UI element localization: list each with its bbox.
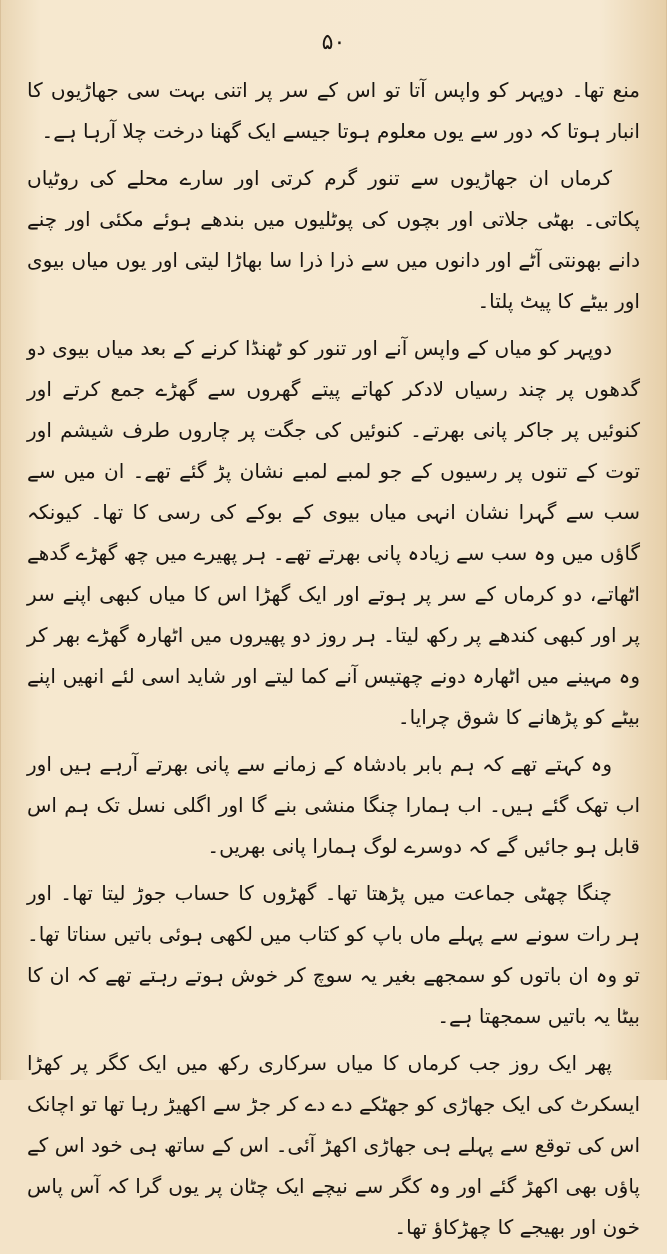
paragraph-2: کرماں ان جھاڑیوں سے تنور گرم کرتی اور سارے محلے کی روٹیاں پکاتی۔ بھٹی جلاتی اور بچوں کی پوٹلیوں میں بندھے ہوئے مکئی اور چنے دانے بھونتی آٹے اور دانوں میں سے ذرا ذرا سا بھاڑا لیتی اور یوں میاں بیوی اور بیٹے کا پیٹ پلتا۔ — [27, 166, 640, 313]
paragraph-1: منع تھا۔ دوپہر کو واپس آتا تو اس کے سر پر اتنی بہت سی جھاڑیوں کا انبار ہوتا کہ دور سے یوں معلوم ہوتا جیسے ایک گھنا درخت چلا آرہا ہے۔ — [27, 78, 640, 143]
page-number: ۵۰ — [321, 30, 346, 55]
page-text — [27, 70, 640, 1254]
paragraph-3: دوپہر کو میاں کے واپس آنے اور تنور کو ٹھنڈا کرنے کے بعد میاں بیوی دو گدھوں پر چند رسیاں لادکر کھاتے پیتے گھروں سے گھڑے جمع کرتے اور کنوئیں پر جاکر پانی بھرتے۔ کنوئیں کی جگت پر چاروں طرف شیشم اور توت کے تنوں پر رسیوں کے جو لمبے لمبے نشان پڑ گئے تھے۔ ان میں سے سب سے گہرا نشان انہی میاں بیوی کے بوکے کی رسی کا تھا۔ کیونکہ گاؤں میں وہ سب سے زیادہ پانی بھرتے تھے۔ ہر پھیرے میں چھ گھڑے گدھے اٹھاتے، دو کرماں کے سر پر ہوتے اور ایک گھڑا اس کا میاں کبھی اپنے سر پر اور کبھی کندھے پر رکھ لیتا۔ ہر روز دو پھیروں میں اٹھارہ گھڑے بھر کر وہ مہینے میں اٹھارہ دونے چھتیس آنے کما لیتے اور شاید اسی لئے انھیں اپنے بیٹے کو پڑھانے کا شوق چرایا۔ — [27, 336, 640, 729]
paragraph-5: چنگا چھٹی جماعت میں پڑھتا تھا۔ گھڑوں کا حساب جوڑ لیتا تھا۔ اور ہر رات سونے سے پہلے ماں باپ کو کتاب میں لکھی ہوئی باتیں سناتا تھا۔ تو وہ ان باتوں کو سمجھے بغیر یہ سوچ کر خوش ہوتے رہتے تھے کہ ان کا بیٹا یہ باتیں سمجھتا ہے۔ — [27, 881, 640, 1028]
paragraph-6: پھر ایک روز جب کرماں کا میاں سرکاری رکھ میں ایک کگر پر کھڑا ایسکرٹ کی ایک جھاڑی کو جھٹکے دے دے کر جڑ سے اکھیڑ رہا تھا تو اچانک اس کی توقع سے پہلے ہی جھاڑی اکھڑ آئی۔ اس کے ساتھ ہی خود اس کے پاؤں بھی اکھڑ گئے اور وہ کگر سے نیچے ایک چٹان پر یوں گرا کہ آس پاس خون اور بھیجے کا چھڑکاؤ تھا۔ — [27, 1051, 640, 1239]
paragraph-4: وہ کہتے تھے کہ ہم بابر بادشاہ کے زمانے سے پانی بھرتے آرہے ہیں اور اب تھک گئے ہیں۔ اب ہمارا چنگا منشی بنے گا اور اگلی نسل تک ہم اس قابل ہو جائیں گے کہ دوسرے لوگ ہمارا پانی بھریں۔ — [27, 752, 640, 858]
